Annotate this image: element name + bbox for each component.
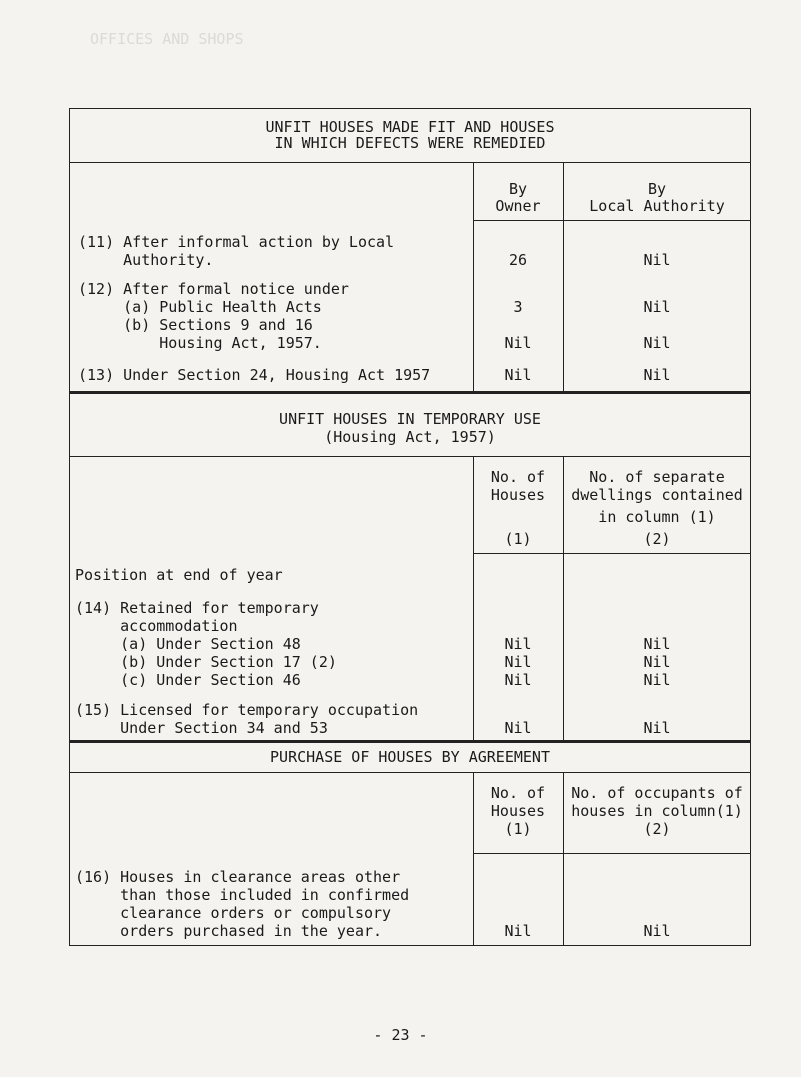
col-header-owner-l2: Owner — [495, 197, 541, 215]
page-number: - 23 - — [373, 1026, 428, 1044]
s3-col1-header-l2: Houses — [490, 802, 546, 820]
s3-col2-header-l3: (2) — [643, 820, 671, 838]
s2-col1-header-l3: (1) — [504, 530, 532, 548]
col-header-owner-l1: By — [508, 180, 528, 198]
row16-label-l3: clearance orders or compulsory — [75, 904, 392, 922]
row12-label: (12) After formal notice under — [78, 280, 349, 298]
row14c-c2: Nil — [643, 671, 671, 689]
row15-label-l2: Under Section 34 and 53 — [75, 719, 328, 737]
bleed-through-heading: OFFICES AND SHOPS — [90, 30, 244, 48]
s3-col2-header-l1: No. of occupants of — [571, 784, 743, 802]
row16-label-l1: (16) Houses in clearance areas other — [75, 868, 401, 886]
header-rule — [473, 220, 751, 221]
row15-label-l1: (15) Licensed for temporary occupation — [75, 701, 419, 719]
s2-col1-header-l1: No. of — [490, 468, 546, 486]
row12a-label: (a) Public Health Acts — [78, 298, 322, 316]
row14b-c1: Nil — [504, 653, 532, 671]
row12a-owner: 3 — [513, 298, 523, 316]
section2-title-line1: UNFIT HOUSES IN TEMPORARY USE — [279, 410, 541, 428]
section-divider — [69, 391, 751, 394]
row14-label-l2: accommodation — [75, 617, 238, 635]
row11-la: Nil — [643, 251, 671, 269]
section1-title-line2: IN WHICH DEFECTS WERE REMEDIED — [274, 134, 546, 152]
section3-title: PURCHASE OF HOUSES BY AGREEMENT — [270, 748, 550, 766]
divider — [69, 456, 751, 457]
row12b-label-l2: Housing Act, 1957. — [78, 334, 322, 352]
row16-c1: Nil — [504, 922, 532, 940]
row11-label-l2: Authority. — [78, 251, 214, 269]
row14c-c1: Nil — [504, 671, 532, 689]
section2-title-line2: (Housing Act, 1957) — [324, 428, 496, 446]
header-rule — [473, 853, 751, 854]
row15-c2: Nil — [643, 719, 671, 737]
s2-col2-header-l4: (2) — [643, 530, 671, 548]
row12b-la: Nil — [643, 334, 671, 352]
row12b-owner: Nil — [504, 334, 532, 352]
row14a-c2: Nil — [643, 635, 671, 653]
position-label: Position at end of year — [75, 566, 283, 584]
row14-label-l1: (14) Retained for temporary — [75, 599, 319, 617]
row14b-label: (b) Under Section 17 (2) — [75, 653, 337, 671]
row13-owner: Nil — [504, 366, 532, 384]
row16-label-l4: orders purchased in the year. — [75, 922, 383, 940]
divider — [69, 772, 751, 773]
row15-c1: Nil — [504, 719, 532, 737]
row14b-c2: Nil — [643, 653, 671, 671]
col-header-la-l2: Local Authority — [589, 197, 725, 215]
section1-title-line1: UNFIT HOUSES MADE FIT AND HOUSES — [265, 118, 555, 136]
s3-col1-header-l3: (1) — [504, 820, 532, 838]
row16-label-l2: than those included in confirmed — [75, 886, 410, 904]
row11-owner: 26 — [508, 251, 528, 269]
col-header-la-l1: By — [647, 180, 667, 198]
s2-col1-header-l2: Houses — [490, 486, 546, 504]
s3-col2-header-l2: houses in column(1) — [571, 802, 743, 820]
row14c-label: (c) Under Section 46 — [75, 671, 301, 689]
s2-col2-header-l3: in column (1) — [598, 508, 716, 526]
section-divider — [69, 740, 751, 743]
row12a-la: Nil — [643, 298, 671, 316]
row11-label-l1: (11) After informal action by Local — [78, 233, 395, 251]
divider — [69, 162, 751, 163]
row16-c2: Nil — [643, 922, 671, 940]
row13-la: Nil — [643, 366, 671, 384]
row13-label: (13) Under Section 24, Housing Act 1957 — [78, 366, 431, 384]
s2-col2-header-l1: No. of separate — [589, 468, 725, 486]
header-rule — [473, 553, 751, 554]
s2-col2-header-l2: dwellings contained — [571, 486, 743, 504]
row14a-c1: Nil — [504, 635, 532, 653]
s3-col1-header-l1: No. of — [490, 784, 546, 802]
row14a-label: (a) Under Section 48 — [75, 635, 301, 653]
row12b-label-l1: (b) Sections 9 and 16 — [78, 316, 313, 334]
